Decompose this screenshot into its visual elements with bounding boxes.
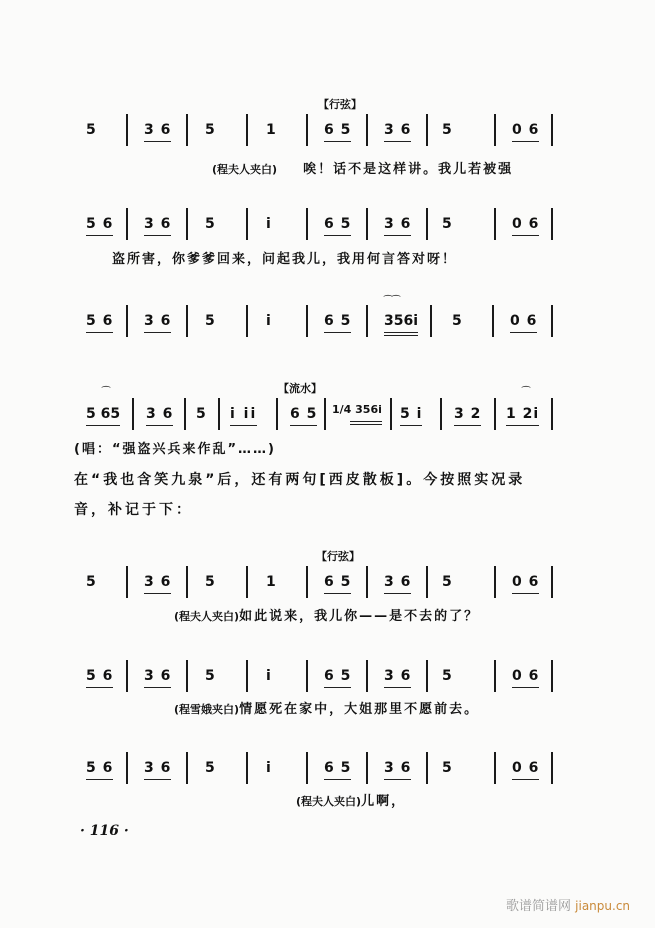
- barline: [390, 398, 392, 430]
- note: 3 6: [384, 122, 411, 138]
- barline: [306, 114, 308, 146]
- page-number: · 116 ·: [80, 823, 129, 839]
- notation-row-2: [0, 208, 655, 248]
- barline: [218, 398, 220, 430]
- barline: [551, 208, 553, 240]
- barline: [184, 398, 186, 430]
- barline: [366, 114, 368, 146]
- barline: [186, 305, 188, 337]
- note: i: [266, 668, 272, 684]
- barline: [426, 566, 428, 598]
- barline: [186, 208, 188, 240]
- barline: [126, 660, 128, 692]
- note: 1/4 356i: [332, 402, 382, 418]
- barline: [276, 398, 278, 430]
- note: 5: [205, 760, 216, 776]
- barline: [366, 566, 368, 598]
- slur-mark-icon: ⁀: [102, 387, 111, 398]
- barline: [494, 660, 496, 692]
- note: 5 i: [400, 406, 422, 422]
- barline: [126, 566, 128, 598]
- note: 3 6: [146, 406, 173, 422]
- barline: [246, 114, 248, 146]
- note: 6 5: [324, 216, 351, 232]
- barline: [492, 305, 494, 337]
- barline: [306, 660, 308, 692]
- note: 5 6: [86, 668, 113, 684]
- barline: [426, 114, 428, 146]
- barline: [366, 305, 368, 337]
- note: 6 5: [324, 122, 351, 138]
- barline: [551, 305, 553, 337]
- barline: [551, 660, 553, 692]
- note: 3 6: [384, 760, 411, 776]
- notation-row-7: [0, 752, 655, 792]
- watermark: 歌谱简谱网 jianpu.cn: [506, 899, 631, 914]
- barline: [126, 305, 128, 337]
- note: 6 5: [324, 313, 351, 329]
- note: 3 6: [144, 574, 171, 590]
- note: 5 65: [86, 406, 120, 422]
- note: 5: [205, 122, 216, 138]
- note: 1: [266, 574, 277, 590]
- note: 5: [86, 122, 97, 138]
- note: 0 6: [512, 760, 539, 776]
- note: 1: [266, 122, 277, 138]
- barline: [246, 208, 248, 240]
- note: 3 6: [144, 668, 171, 684]
- barline: [494, 752, 496, 784]
- barline: [494, 398, 496, 430]
- note: 5: [86, 574, 97, 590]
- note: 3 6: [384, 668, 411, 684]
- note: 6 5: [324, 760, 351, 776]
- barline: [126, 752, 128, 784]
- note: 3 6: [384, 216, 411, 232]
- barline: [494, 566, 496, 598]
- barline: [186, 114, 188, 146]
- note: 5: [205, 668, 216, 684]
- note: 5: [452, 313, 463, 329]
- notation-row-5: [0, 566, 655, 606]
- barline: [366, 208, 368, 240]
- note: 0 6: [510, 313, 537, 329]
- barline: [324, 398, 326, 430]
- note: 6 5: [324, 668, 351, 684]
- note: 5 6: [86, 216, 113, 232]
- slur-mark-icon: ⁀: [522, 387, 531, 398]
- note: i: [266, 760, 272, 776]
- barline: [551, 566, 553, 598]
- note: 3 6: [144, 313, 171, 329]
- note: 0 6: [512, 668, 539, 684]
- note: 5: [205, 216, 216, 232]
- barline: [426, 660, 428, 692]
- note: 5 6: [86, 760, 113, 776]
- barline: [551, 114, 553, 146]
- barline: [246, 566, 248, 598]
- note: 0 6: [512, 574, 539, 590]
- slur-mark-icon: ⁀⁀: [384, 296, 401, 307]
- barline: [186, 752, 188, 784]
- section-tag-liushui: 【流水】: [278, 382, 322, 395]
- note: 5: [442, 216, 453, 232]
- barline: [426, 208, 428, 240]
- lyric-line: (程夫人夹白) 唉！话不是这样讲。我儿若被强: [212, 162, 514, 177]
- barline: [132, 398, 134, 430]
- barline: [306, 208, 308, 240]
- note: 6 5: [324, 574, 351, 590]
- lyric-line: (唱：“强盗兴兵来作乱”……): [74, 442, 276, 457]
- note: 3 6: [144, 122, 171, 138]
- barline: [246, 752, 248, 784]
- note: 5: [442, 668, 453, 684]
- barline: [440, 398, 442, 430]
- notation-row-6: [0, 660, 655, 700]
- note: 5: [205, 574, 216, 590]
- notation-row-1: [0, 114, 655, 154]
- note: 6 5: [290, 406, 317, 422]
- barline: [494, 208, 496, 240]
- note: 5: [196, 406, 207, 422]
- note: 5: [442, 574, 453, 590]
- barline: [366, 660, 368, 692]
- section-tag-xingxian: 【行弦】: [318, 98, 362, 111]
- lyric-line: 盗所害，你爹爹回来，问起我儿，我用何言答对呀！: [112, 252, 458, 267]
- barline: [246, 305, 248, 337]
- note: 0 6: [512, 216, 539, 232]
- barline: [126, 114, 128, 146]
- note: 356i: [384, 313, 418, 329]
- barline: [366, 752, 368, 784]
- barline: [426, 752, 428, 784]
- lyric-line: (程夫人夹白)儿啊，: [296, 794, 407, 809]
- paragraph-line-2: 音，补记于下：: [74, 502, 193, 518]
- barline: [430, 305, 432, 337]
- barline: [186, 660, 188, 692]
- barline: [126, 208, 128, 240]
- notation-row-3: [0, 296, 655, 345]
- barline: [186, 566, 188, 598]
- note: 1 2i: [506, 406, 539, 422]
- barline: [306, 752, 308, 784]
- section-tag-xingxian: 【行弦】: [316, 550, 360, 563]
- note: i: [266, 216, 272, 232]
- barline: [551, 398, 553, 430]
- note: 0 6: [512, 122, 539, 138]
- note: 5: [442, 760, 453, 776]
- note: 5 6: [86, 313, 113, 329]
- barline: [306, 305, 308, 337]
- barline: [246, 660, 248, 692]
- note: 3 2: [454, 406, 481, 422]
- note: 3 6: [144, 216, 171, 232]
- note: 5: [205, 313, 216, 329]
- barline: [306, 566, 308, 598]
- note: 3 6: [144, 760, 171, 776]
- lyric-line: (程雪娥夹白)情愿死在家中，大姐那里不愿前去。: [174, 702, 480, 717]
- paragraph-line-1: 在“我也含笑九泉”后，还有两句[西皮散板]。今按照实况录: [74, 472, 526, 488]
- note: i: [266, 313, 272, 329]
- note: i ii: [230, 406, 257, 422]
- note: 3 6: [384, 574, 411, 590]
- lyric-line: (程夫人夹白)如此说来，我儿你——是不去的了？: [174, 609, 480, 624]
- barline: [551, 752, 553, 784]
- barline: [494, 114, 496, 146]
- note: 5: [442, 122, 453, 138]
